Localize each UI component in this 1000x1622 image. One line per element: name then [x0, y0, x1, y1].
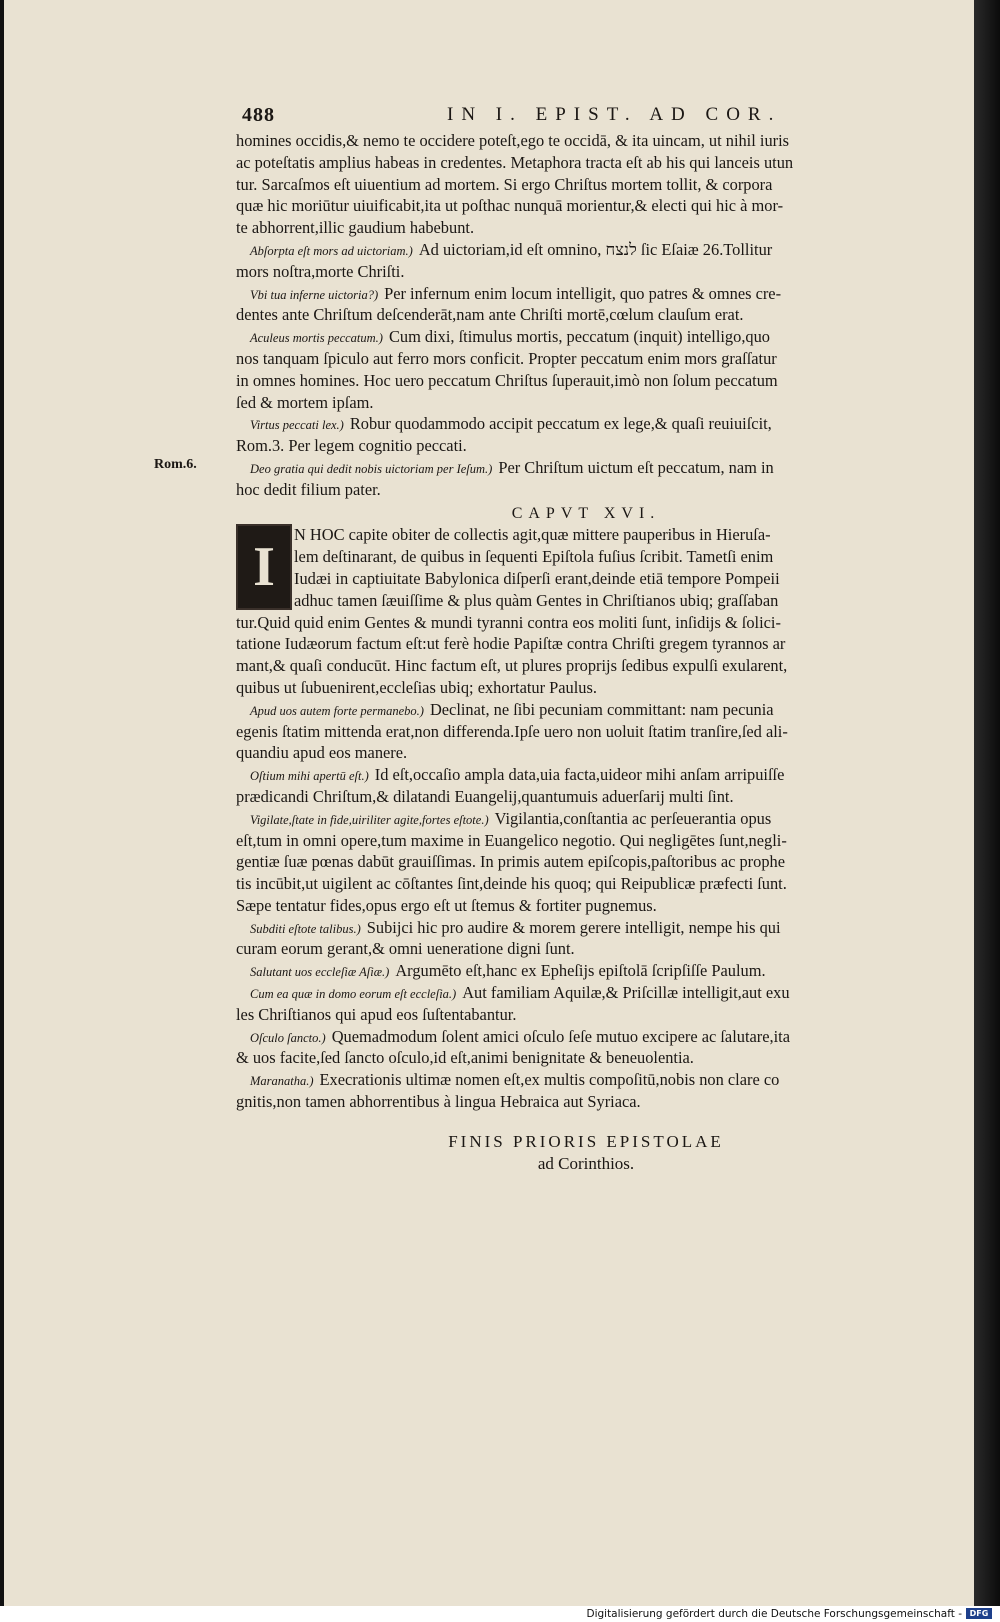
line-text: Per infernum enim locum intelligit, quo patres & omnes cre-: [384, 283, 782, 303]
text-line: [236, 413, 936, 435]
text-line: [236, 130, 936, 152]
line-text: & uos facite,ſed ſancto oſculo,id eſt,animi benignitate & beneuolentia.: [236, 1048, 694, 1068]
lemma: Abſorpta eſt mors ad uictoriam.): [250, 243, 413, 258]
line-text: in omnes homines. Hoc uero peccatum Chriſtus ſuperauit,imò non ſolum peccatum: [236, 370, 778, 390]
line-text: Subijci hic pro audire & morem gerere intelligit, nempe his qui: [366, 917, 781, 937]
line-text: ſed & mortem ipſam.: [236, 392, 374, 412]
text-line: [236, 960, 936, 982]
line-text: Aut familiam Aquilæ,& Priſcillæ intelligit,aut exu: [462, 983, 790, 1003]
lemma: Vbi tua inferne uictoria?): [250, 287, 379, 302]
lemma: Subditi eſtote talibus.): [250, 921, 361, 936]
text-line: N HOC capite obiter de collectis agit,quæ mittere pauperibus in Hieruſa-: [294, 525, 771, 545]
line-text: Cum dixi, ſtimulus mortis, peccatum (inquit) intelligo,quo: [388, 327, 771, 347]
line-text: dentes ante Chriſtum deſcenderāt,nam ante Chriſti mortē,cœlum clauſum erat.: [236, 305, 744, 325]
lemma: Oſculo ſancto.): [250, 1030, 326, 1045]
lemma: Salutant uos eccleſiæ Aſiæ.): [250, 965, 390, 980]
text-line: [236, 217, 936, 239]
text-line: [236, 1091, 936, 1113]
line-text: Id eſt,occaſio ampla data,uia facta,uideor mihi anſam arripuiſſe: [374, 765, 785, 785]
text-line: [236, 326, 936, 348]
line-text: nos tanquam ſpiculo aut ferro mors conficit. Propter peccatum enim mors graſſatur: [236, 348, 777, 368]
text-line: [236, 392, 936, 414]
lemma: Maranatha.): [250, 1074, 314, 1089]
line-text: te abhorrent,illic gaudium habebunt.: [236, 218, 475, 238]
lemma: Apud uos autem forte permanebo.): [250, 703, 424, 718]
line-text: egenis ſtatim mittenda erat,non differenda.Ipſe uero non uoluit ſtatim tranſire,ſed ali-: [236, 721, 788, 741]
line-text: eſt,tum in omni opere,tum maxime in Euangelico negotio. Qui negligētes ſunt,negli-: [236, 830, 787, 850]
line-text: gnitis,non tamen abhorrentibus à lingua Hebraica aut Syriaca.: [236, 1092, 641, 1112]
chapter-heading: CAPVT XVI.: [511, 504, 661, 522]
line-text: Declinat, ne ſibi pecuniam committant: nam pecunia: [429, 699, 774, 719]
line-text: mors noſtra,morte Chriſti.: [236, 261, 405, 281]
text-line: [236, 873, 936, 895]
text-line: [236, 1069, 936, 1091]
line-text: les Chriſtianos qui apud eos ſuſtentabantur.: [236, 1004, 517, 1024]
text-line: [236, 174, 936, 196]
text-line: [236, 655, 936, 677]
page-number: 488: [242, 104, 275, 126]
line-text: quæ hic moriūtur uiuificabit,ita ut poſthac nunquā morientur,& electi qui hic à mor-: [236, 196, 784, 216]
footer-credit: Digitalisierung gefördert durch die Deutsche Forschungsgemeinschaft -: [586, 1608, 962, 1620]
line-text: gentiæ ſuæ pœnas dabūt grauiſſimas. In primis autem epiſcopis,paſtoribus ac prophe: [236, 852, 785, 872]
text-line: [236, 830, 936, 852]
lemma: Oſtium mihi apertū eſt.): [250, 769, 369, 784]
text-line: [236, 283, 936, 305]
lemma: Aculeus mortis peccatum.): [250, 331, 383, 346]
line-text: Argumēto eſt,hanc ex Epheſijs epiſtolā ſcripſiſſe Paulum.: [395, 961, 766, 981]
line-text: Sæpe tentatur fides,opus ergo eſt ut ſtemus & fortiter pugnemus.: [236, 895, 657, 915]
running-head: IN I. EPIST. AD COR.: [447, 104, 782, 125]
scan-edge: [974, 0, 1000, 1606]
text-line: [236, 1004, 936, 1026]
line-text: Ad uictoriam,id eſt omnino, לנצח ſic Eſaiæ 26.Tollitur: [418, 239, 773, 259]
line-text: Per Chriſtum uictum eſt peccatum, nam in: [498, 457, 774, 477]
text-line: [236, 304, 936, 326]
chapter-opening-lines: [236, 524, 936, 611]
line-text: Vigilantia,conſtantia ac perſeuerantia opus: [494, 808, 772, 828]
text-line: [236, 435, 936, 457]
line-text: curam eorum gerant,& omni ueneratione digni ſunt.: [236, 939, 575, 959]
text-line: adhuc tamen ſæuiſſime & plus quàm Gentes in Chriſtianos ubiq; graſſaban: [294, 590, 779, 610]
line-text: quandiu apud eos manere.: [236, 743, 408, 763]
colophon-line-1: FINIS PRIORIS EPISTOLAE: [448, 1131, 724, 1151]
text-line: [236, 742, 936, 764]
text-line: [236, 938, 936, 960]
text-block: [236, 130, 936, 1174]
line-text: Quemadmodum ſolent amici oſculo ſeſe mutuo excipere ac ſalutare,ita: [331, 1026, 791, 1046]
lemma: Vigilate,ſtate in fide,uiriliter agite,fortes eſtote.): [250, 812, 489, 827]
lemma: Virtus peccati lex.): [250, 418, 344, 433]
line-text: Robur quodammodo accipit peccatum ex lege,& quaſi reuiuiſcit,: [349, 414, 772, 434]
line-text: tur. Sarcaſmos eſt uiuentium ad mortem. Si ergo Chriſtus mortem tollit, & corpora: [236, 174, 773, 194]
text-line: [236, 895, 936, 917]
text-line: lem deſtinarant, de quibus in ſequenti Epiſtola fuſius ſcribit. Tametſi enim: [294, 547, 774, 567]
text-line: [236, 348, 936, 370]
line-text: homines occidis,& nemo te occidere poteſt,ego te occidā, & ita uincam, ut nihil iuris: [236, 131, 790, 150]
text-line: [236, 479, 936, 501]
text-line: [236, 808, 936, 830]
book-page: [4, 0, 974, 1606]
text-line: [236, 851, 936, 873]
text-line: [236, 1047, 936, 1069]
lemma: Cum ea quæ in domo eorum eſt eccleſia.): [250, 987, 457, 1002]
line-text: Rom.3. Per legem cognitio peccati.: [236, 436, 467, 456]
text-line: [236, 152, 936, 174]
text-line: [236, 699, 936, 721]
text-line: [236, 612, 936, 634]
decorated-initial: I: [236, 524, 292, 610]
dfg-logo-icon: DFG: [966, 1608, 992, 1619]
text-line: Iudæi in captiuitate Babylonica diſperſi erant,deinde etiā tempore Pompeii: [294, 568, 780, 588]
line-text: hoc dedit filium pater.: [236, 479, 381, 499]
text-line: [236, 370, 936, 392]
chapter-opening: [236, 524, 936, 611]
colophon-line-2: ad Corinthios.: [537, 1153, 635, 1173]
commentary-block-2: [236, 612, 936, 1113]
line-text: prædicandi Chriſtum,& dilatandi Euangelij,quantumuis aduerſarij multi ſint.: [236, 786, 734, 806]
text-line: [236, 917, 936, 939]
text-line: [236, 195, 936, 217]
text-line: [236, 1026, 936, 1048]
margin-note: Rom.6.: [154, 457, 197, 472]
line-text: tur.Quid quid enim Gentes & mundi tyranni contra eos moliti ſunt, inſidijs & ſolici-: [236, 612, 781, 632]
line-text: Execrationis ultimæ nomen eſt,ex multis compoſitū,nobis non clare co: [319, 1070, 780, 1090]
text-line: [236, 677, 936, 699]
text-line: [236, 239, 936, 261]
page-header: [242, 104, 822, 130]
text-line: [236, 457, 936, 479]
line-text: ac poteſtatis amplius habeas in credentes. Metaphora tracta eſt ab his qui lanceis utun: [236, 152, 794, 172]
text-line: [236, 261, 936, 283]
text-line: [236, 764, 936, 786]
line-text: tatione Iudæorum factum eſt:ut ferè hodie Papiſtæ contra Chriſti gregem tyrannos ar: [236, 634, 786, 654]
text-line: [236, 633, 936, 655]
line-text: mant,& quaſi conducūt. Hinc factum eſt, ut plures proprijs ſedibus expulſi exularent,: [236, 656, 788, 676]
text-line: [236, 982, 936, 1004]
line-text: quibus ut ſubuenirent,eccleſias ubiq; exhortatur Paulus.: [236, 677, 597, 697]
lemma: Deo gratia qui dedit nobis uictoriam per Ieſum.): [250, 461, 493, 476]
text-line: [236, 786, 936, 808]
line-text: tis incūbit,ut uigilent ac cōſtantes ſint,deinde his quoq; qui Reipublicæ præfecti ſunt.: [236, 874, 787, 894]
commentary-block-1: [236, 130, 936, 501]
text-line: [236, 721, 936, 743]
